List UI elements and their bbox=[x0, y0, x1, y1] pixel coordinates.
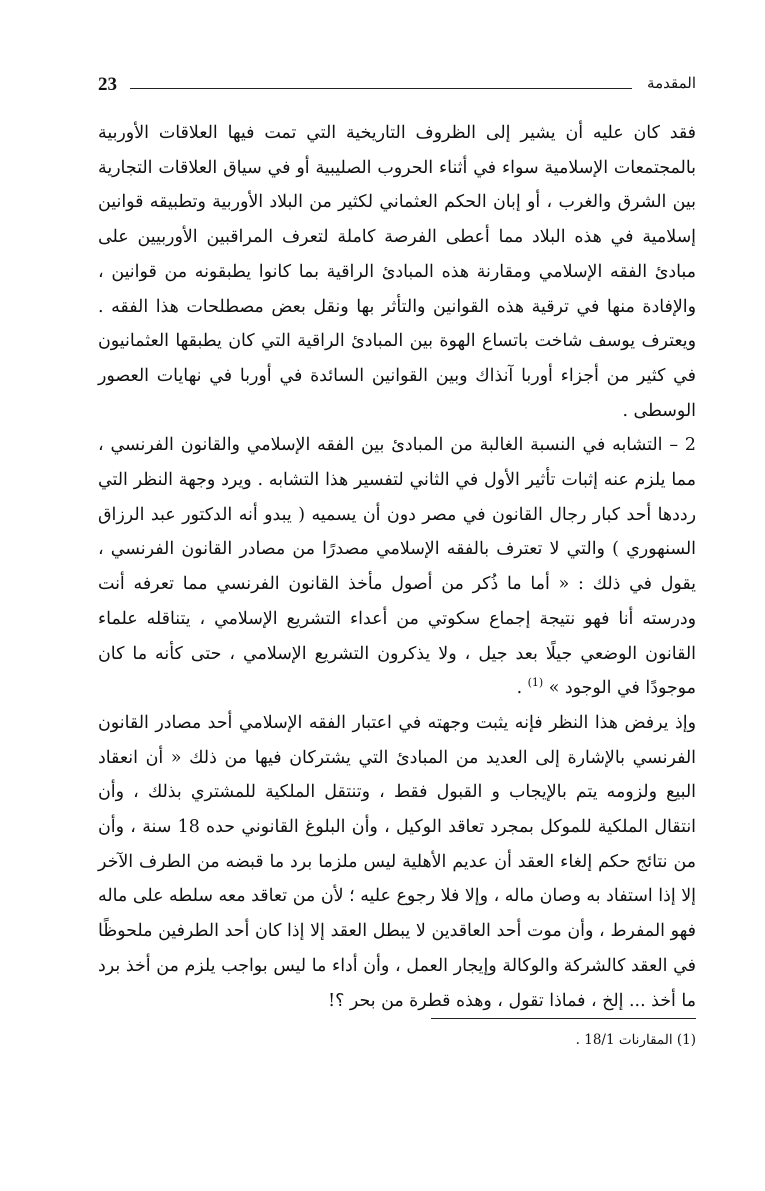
book-page bbox=[98, 70, 696, 1170]
footnote-reference: (1) bbox=[527, 676, 544, 690]
main-text bbox=[98, 116, 696, 1018]
paragraph-3: وإذ يرفض هذا النظر فإنه يثبت وجهته في اعتبار الفقه الإسلامي أحد مصادر القانون الفرنسي بالإشارة إلى العديد من المبادئ التي يشتركان فيها من ذلك « أن انعقاد البيع ولزومه يتم بالإيجاب و القبول فقط ، وتنتقل الملكية للمشتري بذلك ، وأن انتقال الملكية للموكل بمجرد تعاقد الوكيل ، وأن البلوغ القانوني حده 18 سنة ، وأن من نتائج حكم إلغاء العقد أن عديم الأهلية ليس ملزما برد ما قبضه من الطرف الآخر إلا إذا استفاد به وصان ماله ، وإلا فلا رجوع عليه ؛ لأن من تعاقد معه سلطه على ماله فهو المفرط ، وأن موت أحد العاقدين لا يبطل العقد إلا إذا كان أحد الطرفين ملحوظًا في العقد كالشركة والوكالة وإيجار العمل ، وأن أداء ما ليس بواجب يلزم من أخذ برد ما أخذ ... إلخ ، فماذا تقول ، وهذه قطرة من بحر ؟! bbox=[98, 712, 696, 1011]
footnote: (1) المقارنات 18/1 . bbox=[575, 1032, 696, 1048]
page-header bbox=[98, 70, 696, 104]
paragraph-2 bbox=[98, 428, 696, 706]
footnote-rule bbox=[431, 1018, 696, 1019]
page-number: 23 bbox=[98, 74, 117, 95]
paragraph-1: فقد كان عليه أن يشير إلى الظروف التاريخية التي تمت فيها العلاقات الأوربية بالمجتمعات الإسلامية سواء في أثناء الحروب الصليبية أو في سياق العلاقات التجارية بين الشرق والغرب ، أو إبان الحكم العثماني لكثير من البلاد الأوربية وتطبيقه قوانين إسلامية في هذه البلاد مما أعطى الفرصة كاملة لتعرف المراقبين الأوربيين على مبادئ الفقه الإسلامي ومقارنة هذه المبادئ الراقية بما كانوا يطبقونه من قوانين ، والإفادة منها في ترقية هذه القوانين والتأثر بها ونقل بعض مصطلحات هذا الفقه . ويعترف يوسف شاخت باتساع الهوة بين المبادئ الراقية التي كان يطبقها العثمانيون في كثير من أجزاء أوربا آنذاك وبين القوانين السائدة في أوربا في نهايات العصور الوسطى . bbox=[98, 123, 696, 421]
header-rule bbox=[130, 88, 632, 89]
running-title: المقدمة bbox=[647, 74, 696, 92]
paragraph-2-end: . bbox=[516, 678, 528, 699]
paragraph-2-text: 2 – التشابه في النسبة الغالبة من المبادئ بين الفقه الإسلامي والقانون الفرنسي ، مما يلزم عنه إثبات تأثير الأول في الثاني لتفسير هذا التشابه . ويرد وجهة النظر التي رددها أحد كبار رجال القانون في مصر دون أن يسميه ( يبدو أنه الدكتور عبد الرزاق السنهوري ) والتي لا تعترف بالفقه الإسلامي مصدرًا من مصادر القانون الفرنسي ، يقول في ذلك : « أما ما ذُكر من أصول مأخذ القانون الفرنسي مما تعرفه أنت ودرسته أنا فهو نتيجة إجماع سكوتي من أعداء التشريع الإسلامي ، يتناقله علماء القانون الوضعي جيلًا بعد جيل ، ولا يذكرون التشريع الإسلامي ، حتى كأنه ما كان موجودًا في الوجود » bbox=[98, 435, 696, 699]
